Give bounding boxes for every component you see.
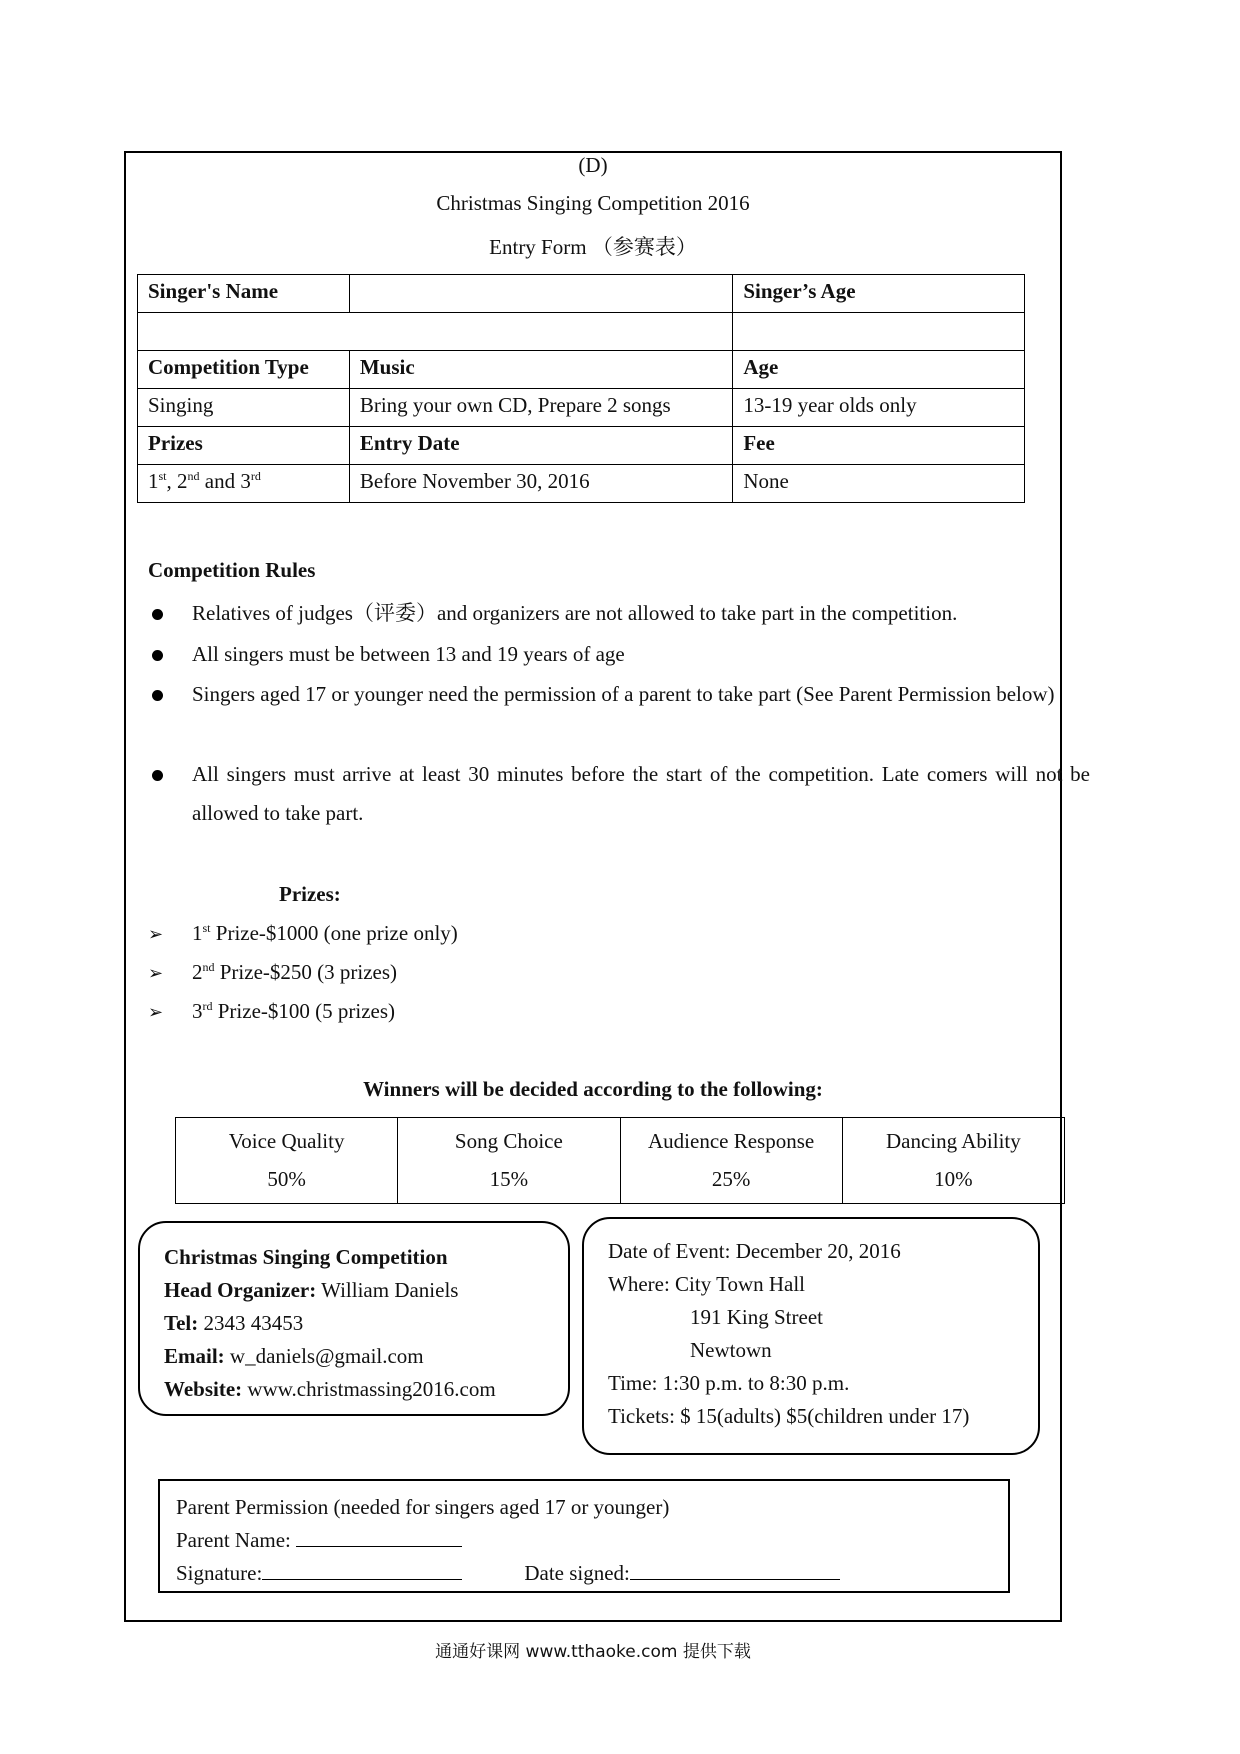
rule-text: All singers must arrive at least 30 minutes before the start of the competition. Late comers will not be allowed to take part. xyxy=(192,762,1090,825)
table-row xyxy=(138,351,1025,389)
table-cell: 13-19 year olds only xyxy=(733,389,1025,427)
criteria-cell xyxy=(176,1118,398,1204)
ordinal-suffix: st xyxy=(202,921,211,935)
page-title: Christmas Singing Competition 2016 xyxy=(436,191,750,215)
prizes-cell xyxy=(138,465,350,503)
prize-rank: 3 xyxy=(192,999,203,1023)
ordinal-suffix: rd xyxy=(250,469,261,483)
table-row xyxy=(138,275,1025,313)
table-row xyxy=(138,313,1025,351)
event-tickets: Tickets: $ 15(adults) $5(children under 17) xyxy=(608,1404,970,1428)
tel-line xyxy=(164,1307,568,1340)
list-item xyxy=(148,921,458,946)
criteria-cell xyxy=(620,1118,842,1204)
criteria-name: Audience Response xyxy=(648,1129,815,1153)
entry-date-cell: Before November 30, 2016 xyxy=(349,465,733,503)
bullet-icon xyxy=(152,690,163,701)
singer-age-label: Singer’s Age xyxy=(733,275,1025,313)
prize-text: Prize-$1000 (one prize only) xyxy=(210,921,458,945)
separator: and xyxy=(199,469,241,493)
footer-text: 通通好课网 www.tthaoke.com 提供下载 xyxy=(435,1642,751,1662)
criteria-name: Voice Quality xyxy=(228,1129,345,1153)
rules-heading: Competition Rules xyxy=(148,558,316,582)
singer-name-field[interactable] xyxy=(349,275,733,313)
separator: , xyxy=(166,469,178,493)
event-where: Where: City Town Hall xyxy=(608,1272,806,1296)
rule-text: Singers aged 17 or younger need the permission of a parent to take part (See Parent Permission below) xyxy=(192,682,1055,706)
signature-line xyxy=(176,1557,1008,1590)
criteria-heading: Winners will be decided according to the following: xyxy=(363,1077,823,1101)
prize-rank: 3 xyxy=(240,469,251,493)
list-item xyxy=(148,960,397,985)
email-line xyxy=(164,1340,568,1373)
signature-label: Signature: xyxy=(176,1561,263,1585)
criteria-weight: 50% xyxy=(267,1167,306,1191)
table-cell: Bring your own CD, Prepare 2 songs xyxy=(349,389,733,427)
table-header-cell: Age xyxy=(733,351,1025,389)
email-label: Email: xyxy=(164,1344,225,1368)
prizes-heading: Prizes: xyxy=(279,882,341,906)
signature-field[interactable] xyxy=(262,1561,462,1580)
ordinal-suffix: st xyxy=(158,469,167,483)
table-row xyxy=(138,389,1025,427)
table-header-cell: Fee xyxy=(733,427,1025,465)
organizer-label: Head Organizer: xyxy=(164,1278,317,1302)
table-row xyxy=(176,1118,1065,1204)
table-header-cell: Music xyxy=(349,351,733,389)
organizer-value: William Daniels xyxy=(316,1278,459,1302)
date-signed-label: Date signed: xyxy=(524,1561,630,1585)
email-value: w_daniels@gmail.com xyxy=(224,1344,424,1368)
rule-text: All singers must be between 13 and 19 years of age xyxy=(192,642,625,666)
prize-rank: 1 xyxy=(148,469,159,493)
table-header-cell: Entry Date xyxy=(349,427,733,465)
parent-name-field[interactable] xyxy=(296,1528,462,1547)
parent-permission-box xyxy=(158,1479,1010,1593)
event-address-line: Newtown xyxy=(690,1338,772,1362)
website-value: www.christmassing2016.com xyxy=(242,1377,496,1401)
date-signed-field[interactable] xyxy=(630,1561,840,1580)
event-box xyxy=(582,1217,1040,1455)
arrow-bullet-icon: ➢ xyxy=(148,963,164,984)
bullet-icon xyxy=(152,650,163,661)
criteria-name: Song Choice xyxy=(454,1129,563,1153)
table-cell: Singing xyxy=(138,389,350,427)
tel-value: 2343 43453 xyxy=(198,1311,304,1335)
singer-name-label: Singer's Name xyxy=(138,275,350,313)
ordinal-suffix: nd xyxy=(202,960,215,974)
permission-title: Parent Permission (needed for singers aged 17 or younger) xyxy=(176,1495,670,1519)
criteria-weight: 10% xyxy=(934,1167,973,1191)
website-line xyxy=(164,1373,568,1406)
criteria-name: Dancing Ability xyxy=(886,1129,1021,1153)
criteria-table xyxy=(175,1117,1065,1204)
singer-age-entry-field[interactable] xyxy=(733,313,1025,351)
event-date: Date of Event: December 20, 2016 xyxy=(608,1239,901,1263)
entry-form-table xyxy=(137,274,1025,503)
prize-rank: 2 xyxy=(192,960,203,984)
arrow-bullet-icon: ➢ xyxy=(148,1002,164,1023)
website-label: Website: xyxy=(164,1377,243,1401)
singer-name-entry-field[interactable] xyxy=(138,313,733,351)
prize-rank: 2 xyxy=(177,469,188,493)
event-time: Time: 1:30 p.m. to 8:30 p.m. xyxy=(608,1371,850,1395)
arrow-bullet-icon: ➢ xyxy=(148,924,164,945)
list-item xyxy=(148,755,1090,833)
event-address-line: 191 King Street xyxy=(690,1305,823,1329)
rule-text: Relatives of judges（评委）and organizers are not allowed to take part in the competition. xyxy=(192,601,958,625)
parent-name-line xyxy=(176,1524,1008,1557)
table-header-cell: Prizes xyxy=(138,427,350,465)
list-item xyxy=(148,675,1090,714)
bullet-icon xyxy=(152,770,163,781)
table-row xyxy=(138,427,1025,465)
criteria-weight: 15% xyxy=(489,1167,529,1191)
contact-box xyxy=(138,1221,570,1416)
criteria-weight: 25% xyxy=(711,1167,751,1191)
prize-text: Prize-$250 (3 prizes) xyxy=(214,960,398,984)
ordinal-suffix: nd xyxy=(187,469,200,483)
prize-rank: 1 xyxy=(192,921,203,945)
page-subtitle: Entry Form （参赛表） xyxy=(489,235,697,259)
table-row xyxy=(138,465,1025,503)
organizer-line xyxy=(164,1274,568,1307)
parent-name-label: Parent Name: xyxy=(176,1528,297,1552)
prize-text: Prize-$100 (5 prizes) xyxy=(212,999,396,1023)
fee-cell: None xyxy=(733,465,1025,503)
list-item xyxy=(148,999,395,1024)
criteria-cell xyxy=(398,1118,620,1204)
table-header-cell: Competition Type xyxy=(138,351,350,389)
contact-title: Christmas Singing Competition xyxy=(164,1245,448,1269)
criteria-cell xyxy=(842,1118,1064,1204)
list-item xyxy=(148,635,1090,674)
list-item xyxy=(148,594,1090,633)
ordinal-suffix: rd xyxy=(202,999,213,1013)
tel-label: Tel: xyxy=(164,1311,199,1335)
bullet-icon xyxy=(152,609,163,620)
section-label: (D) xyxy=(578,153,608,177)
